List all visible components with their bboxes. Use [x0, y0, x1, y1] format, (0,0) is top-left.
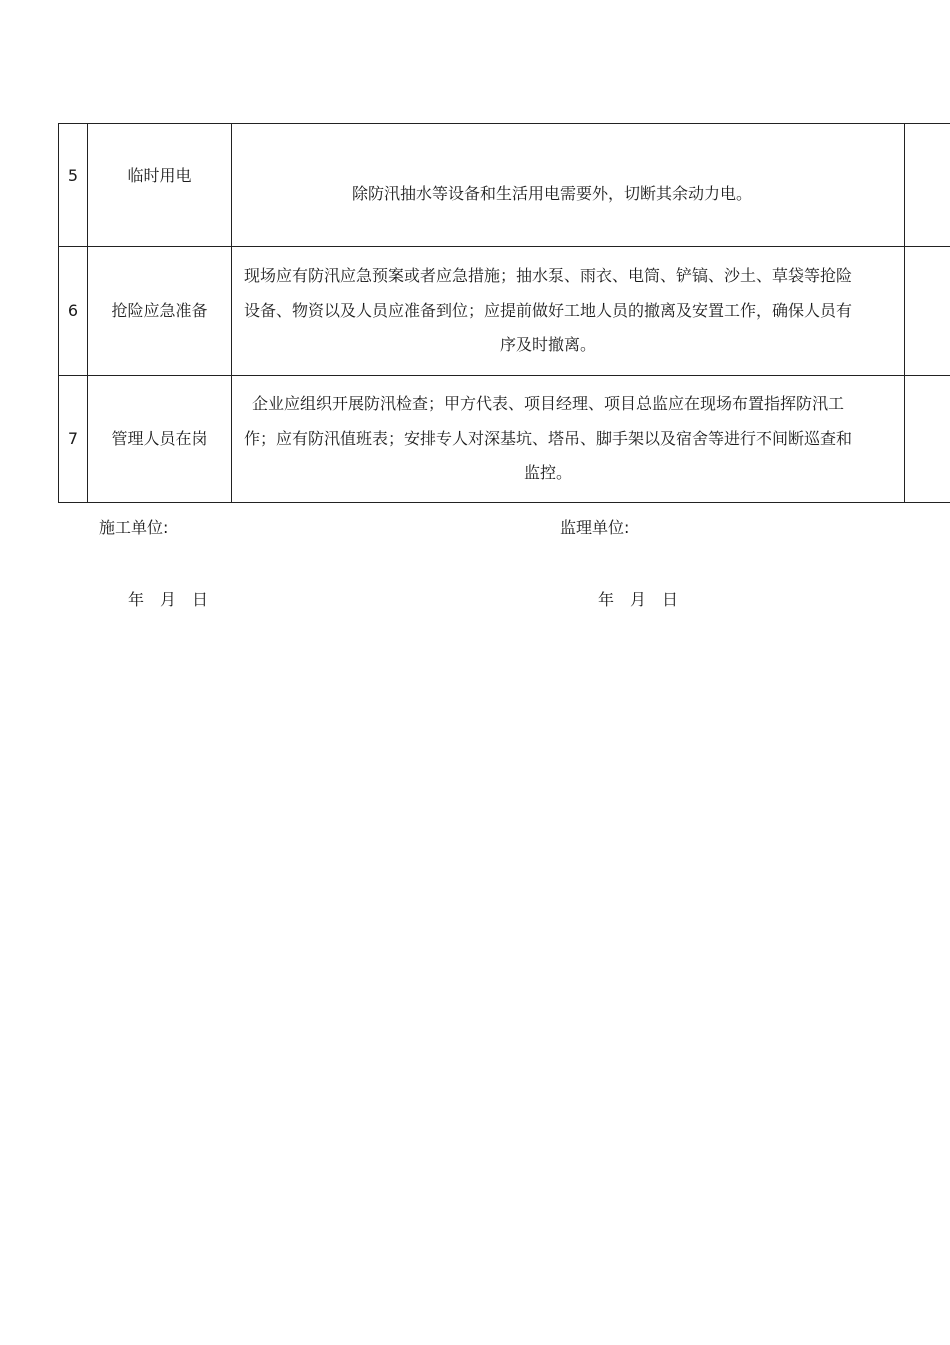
day-label: 日	[192, 590, 209, 609]
supervision-date	[598, 590, 694, 610]
inspection-table	[58, 123, 950, 503]
row-item: 管理人员在岗	[88, 376, 232, 503]
table-row	[59, 124, 950, 247]
row-content: 除防汛抽水等设备和生活用电需要外，切断其余动力电。	[351, 183, 752, 203]
supervision-unit-label: 监理单位:	[560, 518, 630, 537]
row-content: 企业应组织开展防汛检查；甲方代表、项目经理、项目总监应在现场布置指挥防汛工作；应有防汛值班表；安排专人对深基坑、塔吊、脚手架以及宿舍等进行不间断巡查和监控。	[243, 394, 852, 483]
year-label: 年	[598, 590, 615, 609]
row-number: 7	[59, 376, 88, 503]
construction-unit-label: 施工单位:	[99, 518, 169, 537]
table-row	[59, 247, 950, 376]
day-label: 日	[662, 590, 679, 609]
row-number: 5	[59, 124, 88, 247]
table-row	[59, 376, 950, 503]
row-blank-cell	[905, 247, 950, 376]
month-label: 月	[630, 590, 647, 609]
row-item: 抢险应急准备	[88, 247, 232, 376]
row-content-cell	[232, 376, 905, 503]
row-item: 临时用电	[88, 124, 232, 247]
row-content: 现场应有防汛应急预案或者应急措施；抽水泵、雨衣、电筒、铲镐、沙土、草袋等抢险设备、物资以及人员应准备到位；应提前做好工地人员的撤离及安置工作，确保人员有序及时撤离。	[243, 266, 852, 355]
year-label: 年	[128, 590, 145, 609]
row-blank-cell	[905, 124, 950, 247]
row-blank-cell	[905, 376, 950, 503]
row-content-cell	[232, 124, 905, 247]
month-label: 月	[160, 590, 177, 609]
construction-date	[128, 590, 224, 610]
row-number: 6	[59, 247, 88, 376]
row-content-cell	[232, 247, 905, 376]
